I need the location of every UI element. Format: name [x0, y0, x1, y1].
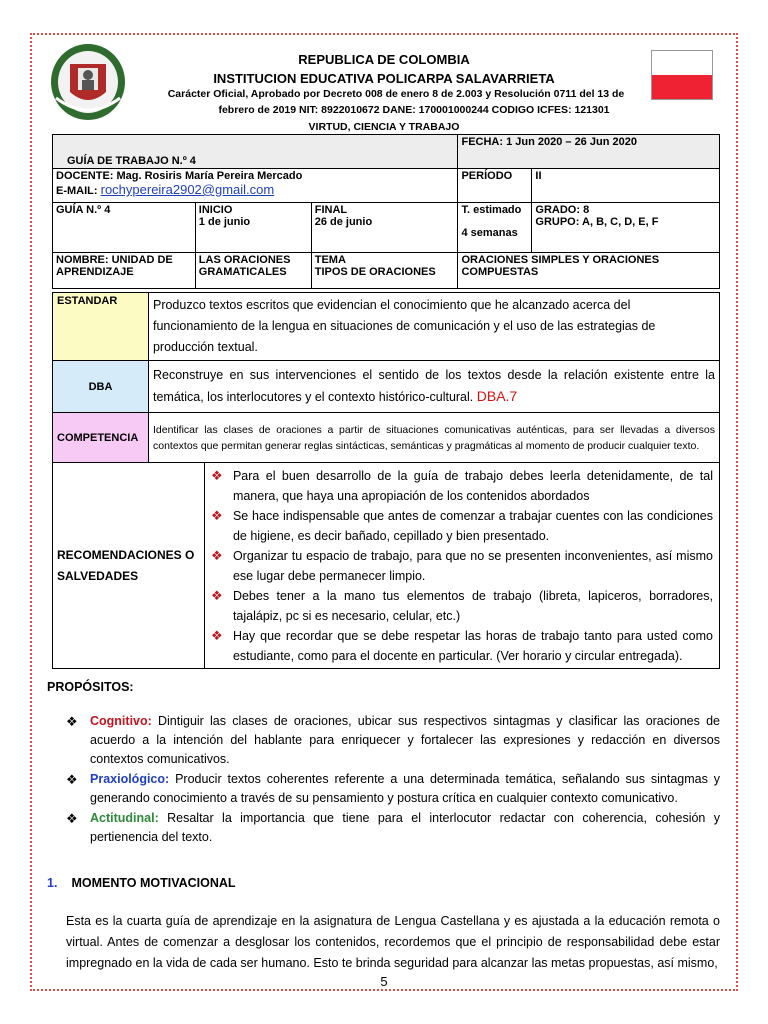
topic-value: TIPOS DE ORACIONES [314, 266, 436, 278]
start-label: INICIO [198, 204, 233, 216]
teacher-cell [53, 169, 458, 203]
guide-title: GUÍA DE TRABAJO N.º 4 [53, 135, 458, 169]
diamond-bullet-icon: ❖ [66, 772, 78, 787]
group: GRUPO: A, B, C, D, E, F [535, 216, 659, 228]
diamond-bullet-icon: ❖ [66, 811, 78, 826]
period-label: PERÍODO [458, 169, 532, 203]
grade-cell [532, 203, 720, 253]
email-label: E-MAIL: [56, 185, 98, 197]
header-country: REPUBLICA DE COLOMBIA [298, 52, 470, 67]
header-decree-2: febrero de 2019 NIT: 8922010672 DANE: 170001000244 CODIGO ICFES: 121301 [218, 104, 610, 116]
diamond-bullet-icon: ❖ [210, 467, 223, 483]
competence-label: COMPETENCIA [53, 413, 149, 463]
teacher-name: DOCENTE: Mag. Rosiris María Pereira Mercado [56, 170, 303, 182]
recommendations-list [207, 466, 713, 666]
standard-text: Produzco textos escritos que evidencian el conocimiento que he alcanzado acerca del funcionamiento de la lengua en situaciones de comunicación y el uso de las estrategias de producción textual. [148, 293, 719, 361]
recommendation-item: ❖ Hay que recordar que se debe respetar las horas de trabajo tanto para usted como estudiante, como para el docente en particular. (Ver horario y circular entregada). [210, 627, 713, 663]
subtopic: ORACIONES SIMPLES Y ORACIONES COMPUESTAS [458, 253, 720, 289]
unit-label: NOMBRE: UNIDAD DE APRENDIZAJE [53, 253, 196, 289]
guide-number: GUÍA N.º 4 [53, 203, 196, 253]
recommendations-label: RECOMENDACIONES O SALVEDADES [53, 463, 205, 669]
unit-value: LAS ORACIONES GRAMATICALES [195, 253, 311, 289]
period-value: II [532, 169, 720, 203]
purposes-title: PROPÓSITOS: [47, 680, 134, 694]
diamond-bullet-icon: ❖ [210, 547, 223, 563]
time-label: T. estimado [461, 204, 522, 216]
recommendation-item: ❖ Organizar tu espacio de trabajo, para que no se presenten inconvenientes, así mismo ese lugar debe permanecer limpio. [210, 547, 713, 583]
diamond-bullet-icon: ❖ [210, 587, 223, 603]
recommendation-item: ❖ Debes tener a la mano tus elementos de trabajo (libreta, lapiceros, borradores, tajalápiz, pc si es necesario, celular, etc.) [210, 587, 713, 623]
end-label: FINAL [314, 204, 348, 216]
guide-date: FECHA: 1 Jun 2020 – 26 Jun 2020 [458, 135, 720, 169]
curriculum-table [52, 292, 720, 669]
header-decree-1: Carácter Oficial, Aprobado por Decreto 008 de enero 8 de 2.003 y Resolución 0711 del 13 de [167, 88, 625, 100]
section-heading [47, 876, 236, 890]
time-cell [458, 203, 532, 253]
start-cell [195, 203, 311, 253]
header-institution: INSTITUCION EDUCATIVA POLICARPA SALAVARRIETA [213, 71, 555, 86]
topic-label: TEMA [314, 254, 346, 266]
end-value: 26 de junio [314, 216, 373, 228]
diamond-bullet-icon: ❖ [210, 627, 223, 643]
start-value: 1 de junio [198, 216, 251, 228]
dba-code: DBA.7 [476, 388, 518, 404]
dba-label: DBA [53, 361, 149, 413]
email-link[interactable]: rochypereira2902@gmail.com [100, 182, 275, 197]
motivational-paragraph: Esta es la cuarta guía de aprendizaje en la asignatura de Lengua Castellana y es ajustada a la educación remota o virtual. Antes de comenzar a desglosar los contenidos, recordemos que el principio de responsabilidad debe estar impregnado en la vida de cada ser humano. Esto te brinda seguridad para alcanzar las metas propuestas, así mismo, [66, 914, 720, 970]
purpose-item-attitudinal: ❖ Actitudinal: Resaltar la importancia que tiene para el interlocutor redactar con coherencia, cohesión y pertienencia del texto. [66, 811, 720, 844]
page-number: 5 [380, 974, 388, 989]
purpose-item-praxiological: ❖ Praxiológico: Producir textos coherentes referente a una determinada temática, señalando sus sintagmas y generando conocimiento a través de su pensamiento y postura crítica en cualquier contexto comunicativo. [66, 772, 720, 805]
guide-info-table [52, 134, 720, 289]
dba-cell [148, 361, 719, 413]
dba-text: Reconstruye en sus intervenciones el sentido de los textos desde la relación existente entre la temática, los interlocutores y el contexto histórico-cultural. [152, 368, 715, 404]
topic-cell [311, 253, 458, 289]
recommendation-item: ❖ Para el buen desarrollo de la guía de trabajo debes leerla detenidamente, de tal manera, que haya una apropiación de los contenidos abordados [210, 467, 713, 503]
header-motto: VIRTUD, CIENCIA Y TRABAJO [308, 121, 460, 133]
diamond-bullet-icon: ❖ [210, 507, 223, 523]
time-value: 4 semanas [461, 227, 518, 239]
grade: GRADO: 8 [535, 204, 590, 216]
purposes-list [66, 712, 720, 848]
purpose-item-cognitive: ❖ Cognitivo: Dintiguir las clases de oraciones, ubicar sus respectivos sintagmas y clasificar las oraciones de acuerdo a la intención del hablante para enriquecer y fortalecer las expresiones y redacción en diversos contextos comunicativos. [66, 714, 720, 766]
standard-label: ESTANDAR [53, 293, 149, 361]
end-cell [311, 203, 458, 253]
competence-text: Identificar las clases de oraciones a partir de situaciones comunicativas auténticas, para ser llevadas a diversos contextos que permitan generar reglas sintácticas, semánticas y pragmáticas al momento de producir cualquier texto. [148, 413, 719, 463]
section-title: MOMENTO MOTIVACIONAL [71, 876, 236, 890]
recommendations-cell [204, 463, 719, 669]
diamond-bullet-icon: ❖ [66, 714, 78, 729]
section-number: 1. [47, 876, 58, 890]
recommendation-item: ❖ Se hace indispensable que antes de comenzar a trabajar cuentes con las condiciones de higiene, es decir bañado, cepillado y bien presentado. [210, 507, 713, 543]
